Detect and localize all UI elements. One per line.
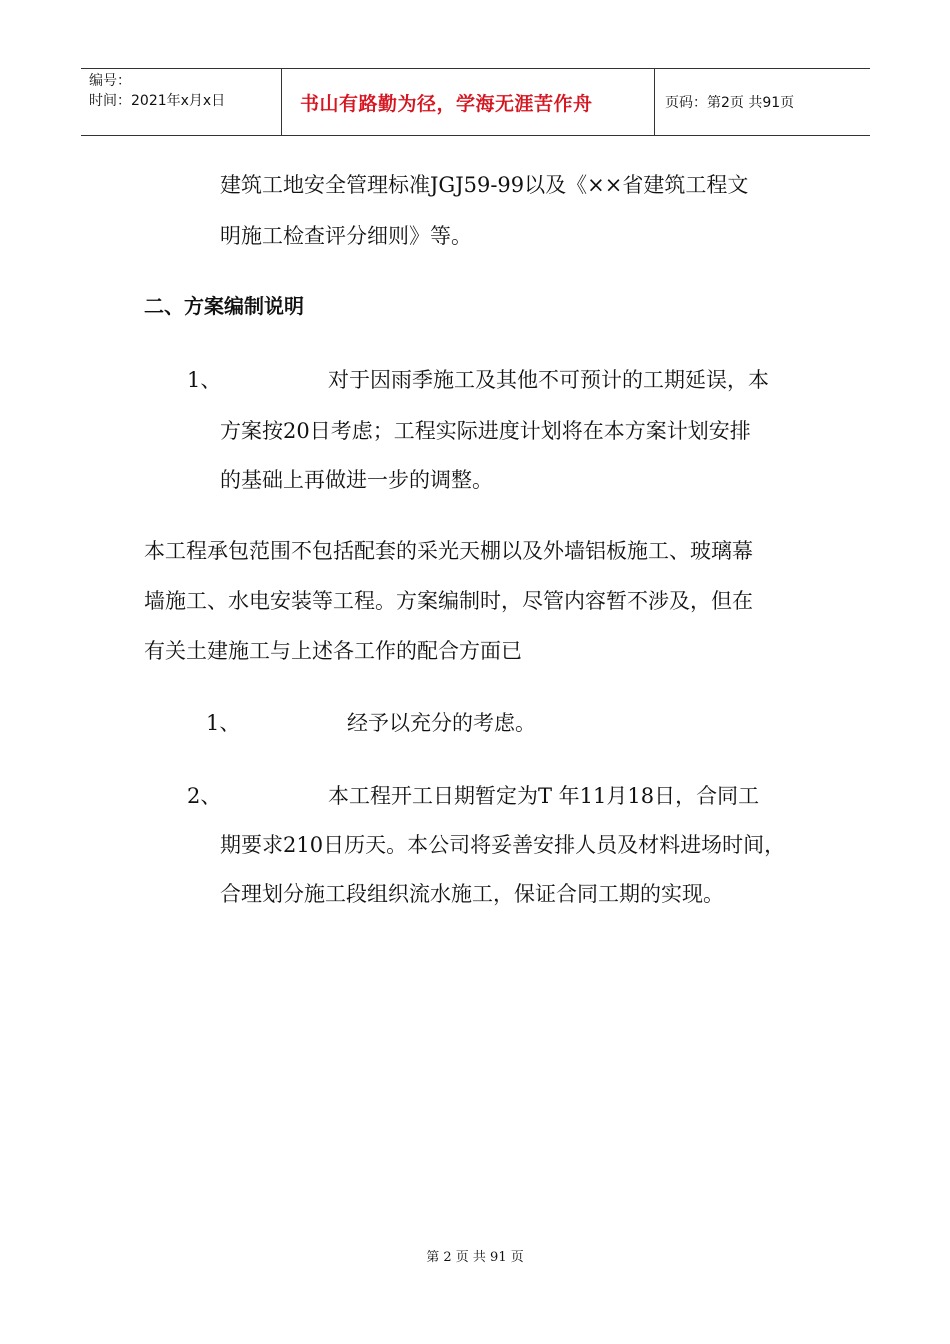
- list-item-number: 1、: [187, 368, 222, 392]
- header-meta: [81, 69, 282, 135]
- header-page-info: 页码：第2页 共91页: [665, 95, 795, 111]
- list-item-text: 期要求210日历天。本公司将妥善安排人员及材料进场时间，: [220, 833, 786, 857]
- header-motto-cell: [282, 69, 655, 135]
- document-number-label: 编号：: [89, 73, 131, 89]
- list-item-number: 2、: [187, 784, 222, 808]
- paragraph-line: 墙施工、水电安装等工程。方案编制时，尽管内容暂不涉及，但在: [144, 589, 753, 613]
- header-motto: 书山有路勤为径，学海无涯苦作舟: [300, 92, 593, 115]
- list-item-text: 经予以充分的考虑。: [347, 711, 536, 735]
- page-header: [81, 68, 870, 136]
- list-item-number: 1、: [206, 711, 241, 735]
- footer-page-number: 第 2 页 共 91 页: [426, 1250, 524, 1265]
- header-page-info-cell: [655, 69, 870, 135]
- document-time-label: 时间：2021年x月x日: [89, 93, 226, 109]
- list-item-text: 合理划分施工段组织流水施工，保证合同工期的实现。: [220, 882, 724, 906]
- list-item-text: 的基础上再做进一步的调整。: [220, 468, 493, 492]
- body-line: 建筑工地安全管理标准JGJ59-99以及《××省建筑工程文: [220, 173, 749, 197]
- body-line: 明施工检查评分细则》等。: [220, 224, 472, 248]
- paragraph-line: 有关土建施工与上述各工作的配合方面已: [144, 639, 522, 663]
- page-footer: [0, 1246, 950, 1265]
- list-item-text: 对于因雨季施工及其他不可预计的工期延误，本: [328, 368, 769, 392]
- list-item-text: 本工程开工日期暂定为T 年11月18日，合同工: [328, 784, 760, 808]
- paragraph-line: 本工程承包范围不包括配套的采光天棚以及外墙铝板施工、玻璃幕: [144, 539, 753, 563]
- section-heading: 二、方案编制说明: [144, 294, 304, 318]
- list-item-text: 方案按20日考虑；工程实际进度计划将在本方案计划安排: [220, 419, 751, 443]
